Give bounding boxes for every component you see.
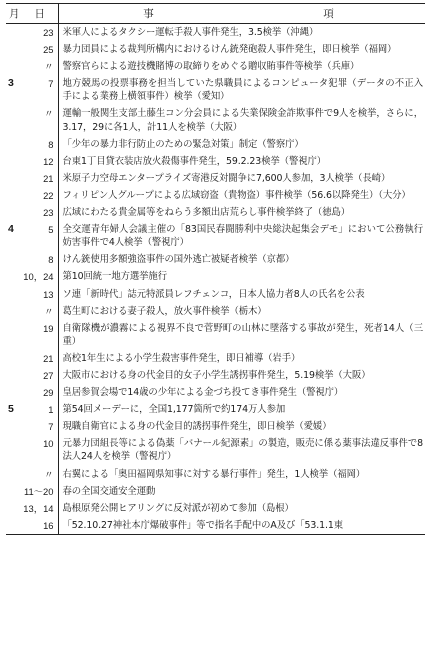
table-row xyxy=(6,384,425,401)
chronology-table xyxy=(6,3,425,535)
table-row xyxy=(6,105,425,135)
row-day: 23 xyxy=(22,24,58,42)
table-row xyxy=(6,320,425,350)
row-month xyxy=(6,153,22,170)
row-day: 29 xyxy=(22,384,58,401)
row-day: 13 xyxy=(22,286,58,303)
row-month xyxy=(6,286,22,303)
row-event: 「52.10.27神社本庁爆破事件」等で指名手配中のA及び「53.1.1東 xyxy=(62,519,344,531)
row-event: けん銃使用多額強盗事件の国外逃亡被疑者検挙（京都） xyxy=(62,254,295,266)
row-day: 10，24 xyxy=(22,268,58,285)
row-month: 3 xyxy=(8,77,14,90)
header-event-right: 項 xyxy=(323,8,334,20)
row-month xyxy=(6,500,22,517)
row-month xyxy=(6,136,22,153)
table-header-row xyxy=(6,4,425,24)
row-month xyxy=(6,418,22,435)
row-day: 16 xyxy=(22,517,58,535)
row-day: 〃 xyxy=(22,58,58,75)
row-month xyxy=(6,367,22,384)
header-event-left: 事 xyxy=(143,8,154,20)
table-row xyxy=(6,153,425,170)
table-row xyxy=(6,367,425,384)
table-row xyxy=(6,500,425,517)
row-day: 5 xyxy=(22,221,58,251)
row-event: 大阪市における身の代金目的女子小学生誘拐事件発生，5.19検挙（大阪） xyxy=(62,369,371,381)
row-event: 島根原発公開ヒアリングに反対派が初めて参加（島根） xyxy=(62,502,294,514)
row-event: ソ連「新時代」誌元特派員レフチェンコ，日本人協力者8人の氏名を公表 xyxy=(62,288,365,300)
row-month xyxy=(6,41,22,58)
row-day: 〃 xyxy=(22,466,58,483)
row-event: 暴力団員による裁判所構内におけるけん銃発砲殺人事件発生，即日検挙（福岡） xyxy=(62,44,397,56)
row-day: 〃 xyxy=(22,303,58,320)
row-event: 第54回メーデーに，全国1,177箇所で約174万人参加 xyxy=(62,404,286,416)
row-day: 8 xyxy=(22,251,58,268)
row-day: 21 xyxy=(22,350,58,367)
row-event: 米軍人によるタクシー運転手殺人事件発生，3.5検挙（沖縄） xyxy=(62,27,319,38)
row-event: 「少年の暴力非行防止のための緊急対策」制定（警察庁） xyxy=(62,138,304,150)
row-day: 〃 xyxy=(22,105,58,135)
row-event: 広域にわたる貴金属等をねらう多額出店荒らし事件検挙終了（徳島） xyxy=(62,207,351,219)
row-day: 22 xyxy=(22,187,58,204)
table-row xyxy=(6,466,425,483)
row-event: 台東1丁目貸衣装店放火殺傷事件発生，59.2.23検挙（警視庁） xyxy=(62,155,327,167)
row-event: 第10回統一地方選挙施行 xyxy=(62,271,167,283)
row-month xyxy=(6,24,22,42)
table-row xyxy=(6,435,425,465)
row-day: 21 xyxy=(22,170,58,187)
row-day: 19 xyxy=(22,320,58,350)
row-day: 7 xyxy=(22,75,58,105)
row-day: 10 xyxy=(22,435,58,465)
table-row xyxy=(6,136,425,153)
row-event: 皇居参賀会場で14歳の少年による金づち投てき事件発生（警視庁） xyxy=(62,387,344,399)
row-event: 米原子力空母エンタープライズ寄港反対闘争に7,600人参加，3人検挙（長崎） xyxy=(62,172,391,184)
row-month xyxy=(6,517,22,535)
row-event: 葛生町における妻子殺人，放火事件検挙（栃木） xyxy=(62,305,267,317)
table-row xyxy=(6,286,425,303)
row-day: 1 xyxy=(22,401,58,418)
table-row xyxy=(6,303,425,320)
row-day: 11〜20 xyxy=(22,483,58,500)
table-row xyxy=(6,204,425,221)
table-row xyxy=(6,483,425,500)
table-row xyxy=(6,418,425,435)
table-row xyxy=(6,221,425,251)
row-month xyxy=(6,350,22,367)
row-day: 13，14 xyxy=(22,500,58,517)
row-event: 警察官らによる遊技機賭博の取締りをめぐる贈収賄事件等検挙（兵庫） xyxy=(62,61,360,73)
row-event: 右翼による「奥田福岡県知事に対する暴行事件」発生，1人検挙（福岡） xyxy=(62,468,366,480)
row-event: 元暴力団組長等による偽薬「バナール紀源素」の製造，販売に係る薬事法違反事件で8法人24人を検挙（警視庁） xyxy=(62,438,423,463)
row-event: 運輸一般関生支部土藤生コン分会員による失業保険金詐欺事件で9人を検挙，さらに，3.17，29に各1人，計11人を検挙（大阪） xyxy=(62,108,423,133)
row-month: 5 xyxy=(8,403,14,416)
row-month xyxy=(6,268,22,285)
header-event xyxy=(58,4,425,24)
row-month xyxy=(6,170,22,187)
table-body xyxy=(6,24,425,535)
row-month xyxy=(6,251,22,268)
row-day: 23 xyxy=(22,204,58,221)
row-month xyxy=(6,105,22,135)
row-month xyxy=(6,466,22,483)
row-month xyxy=(6,435,22,465)
row-day: 25 xyxy=(22,41,58,58)
row-month xyxy=(6,320,22,350)
row-day: 8 xyxy=(22,136,58,153)
row-event: 地方競馬の投票事務を担当していた県職員によるコンピュータ犯罪（データの不正入手による業務上横領事件）検挙（愛知） xyxy=(62,78,423,103)
table-row xyxy=(6,41,425,58)
header-month: 月 xyxy=(6,4,22,24)
header-day: 日 xyxy=(22,4,58,24)
row-month xyxy=(6,384,22,401)
table-row xyxy=(6,187,425,204)
row-event: 自衛隊機が濃霧による視界不良で菅野町の山林に墜落する事故が発生，死者14人（三重） xyxy=(62,322,423,347)
row-month xyxy=(6,483,22,500)
table-row xyxy=(6,170,425,187)
table-row xyxy=(6,268,425,285)
table-row xyxy=(6,350,425,367)
row-day: 7 xyxy=(22,418,58,435)
row-event: 高校1年生による小学生殺害事件発生，即日補導（岩手） xyxy=(62,352,301,364)
table-row xyxy=(6,75,425,105)
table-row xyxy=(6,517,425,535)
row-event: 春の全国交通安全運動 xyxy=(62,485,156,497)
row-day: 27 xyxy=(22,367,58,384)
row-month xyxy=(6,187,22,204)
table-row xyxy=(6,401,425,418)
row-month xyxy=(6,58,22,75)
table-row xyxy=(6,251,425,268)
row-event: 現職自衛官による身の代金目的誘拐事件発生，即日検挙（愛媛） xyxy=(62,421,332,433)
table-row xyxy=(6,58,425,75)
row-month xyxy=(6,204,22,221)
table-row xyxy=(6,24,425,42)
row-month xyxy=(6,303,22,320)
row-event: フィリピン人グループによる広域窃盗（貴物盗）事件検挙（56.6以降発生）（大分） xyxy=(62,189,411,201)
row-month: 4 xyxy=(8,223,14,236)
row-day: 12 xyxy=(22,153,58,170)
row-event: 全交運青年婦人会議主催の「83国民春闘勝利中央総決起集会デモ」において公務執行妨害事件で4人検挙（警視庁） xyxy=(62,224,423,249)
